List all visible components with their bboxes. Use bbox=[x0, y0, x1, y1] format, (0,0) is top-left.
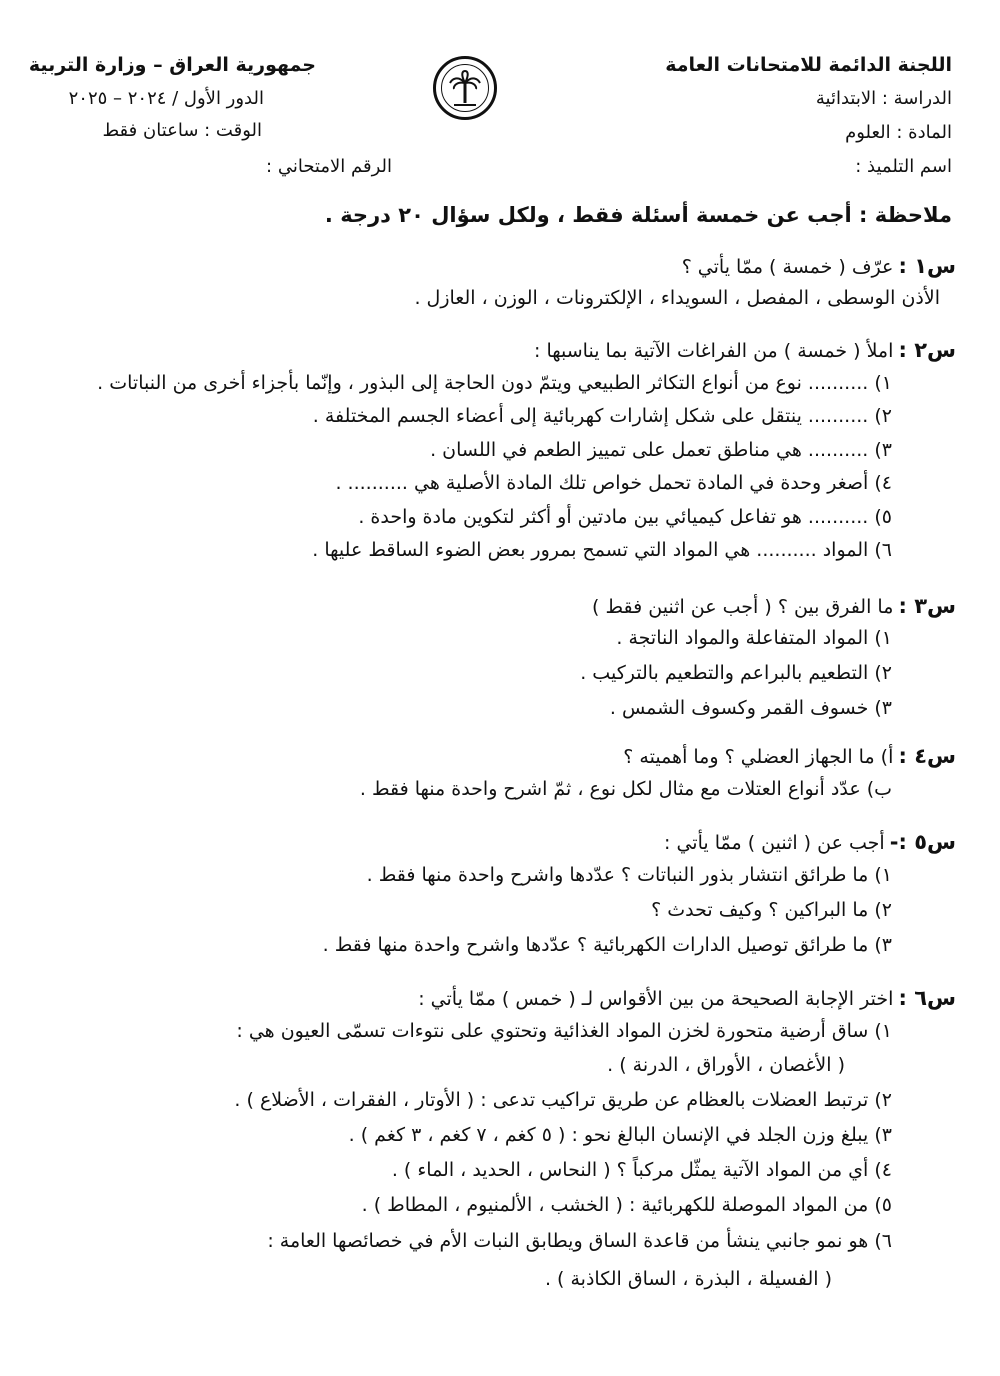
study-level: الدراسة : الابتدائية bbox=[815, 88, 952, 109]
question-6-choices: ( الأغصان ، الأوراق ، الدرنة ) . bbox=[607, 1054, 845, 1076]
exam-round: الدور الأول / ٢٠٢٤ – ٢٠٢٥ bbox=[68, 88, 264, 109]
question-3-item: ٣) خسوف القمر وكسوف الشمس . bbox=[609, 697, 892, 719]
question-5-item: ٢) ما البراكين ؟ وكيف تحدث ؟ bbox=[651, 899, 892, 921]
question-4-part-b: ب) عدّد أنواع العتلات مع مثال لكل نوع ، ثمّ اشرح واحدة منها فقط . bbox=[359, 778, 892, 800]
question-6-item: ٦) هو نمو جانبي ينشأ من قاعدة الساق ويطابق النبات الأم في خصائصها العامة : bbox=[267, 1230, 892, 1252]
question-2-item: ١) .......... نوع من أنواع التكاثر الطبيعي ويتمّ دون الحاجة إلى البذور ، وإنّما بأجزاء أخرى من النباتات . bbox=[97, 372, 892, 394]
question-6-choices: ( الفسيلة ، البذرة ، الساق الكاذبة ) . bbox=[544, 1268, 832, 1290]
seal-emblem bbox=[433, 56, 497, 120]
question-1-label: س١ : bbox=[898, 254, 956, 278]
question-4 bbox=[623, 744, 956, 768]
exam-time: الوقت : ساعتان فقط bbox=[102, 120, 262, 141]
question-6-item: ٥) من المواد الموصلة للكهربائية : ( الخشب ، الألمنيوم ، المطاط ) . bbox=[361, 1194, 892, 1216]
question-3-item: ٢) التطعيم بالبراعم والتطعيم بالتركيب . bbox=[580, 662, 892, 684]
student-name-label: اسم التلميذ : bbox=[855, 156, 952, 177]
committee-title: اللجنة الدائمة للامتحانات العامة bbox=[665, 54, 952, 76]
question-4-part-a: أ) ما الجهاز العضلي ؟ وما أهميته ؟ bbox=[623, 746, 894, 768]
exam-note: ملاحظة : أجب عن خمسة أسئلة فقط ، ولكل سؤال ٢٠ درجة . bbox=[324, 203, 952, 227]
subject-line: المادة : العلوم bbox=[845, 122, 952, 143]
question-5-prompt: أجب عن ( اثنين ) ممّا يأتي : bbox=[664, 832, 885, 854]
question-5 bbox=[664, 830, 956, 854]
exam-number-label: الرقم الامتحاني : bbox=[266, 156, 392, 177]
question-5-label: س٥ :- bbox=[889, 830, 956, 854]
question-6-label: س٦ : bbox=[898, 986, 956, 1010]
question-1-prompt: عرّف ( خمسة ) ممّا يأتي ؟ bbox=[681, 256, 894, 278]
palm-tree-icon bbox=[448, 69, 482, 109]
question-3 bbox=[592, 594, 956, 618]
question-6-item: ٢) ترتبط العضلات بالعظام عن طريق تراكيب تدعى : ( الأوتار ، الفقرات ، الأضلاع ) . bbox=[234, 1089, 892, 1111]
question-2-prompt: املأ ( خمسة ) من الفراغات الآتية بما يناسبها : bbox=[534, 340, 894, 362]
question-5-item: ٣) ما طرائق توصيل الدارات الكهربائية ؟ عدّدها واشرح واحدة منها فقط . bbox=[322, 934, 892, 956]
question-2-item: ٢) .......... ينتقل على شكل إشارات كهربائية إلى أعضاء الجسم المختلفة . bbox=[312, 405, 892, 427]
question-2 bbox=[534, 338, 956, 362]
question-6-item: ٣) يبلغ وزن الجلد في الإنسان البالغ نحو : ( ٥ كغم ، ٧ كغم ، ٣ كغم ) . bbox=[348, 1124, 892, 1146]
question-1-terms: الأذن الوسطى ، المفصل ، السويداء ، الإلكترونات ، الوزن ، العازل . bbox=[414, 287, 940, 309]
question-3-label: س٣ : bbox=[898, 594, 956, 618]
question-6-item: ١) ساق أرضية متحورة لخزن المواد الغذائية وتحتوي على نتوءات تسمّى العيون هي : bbox=[236, 1020, 892, 1042]
question-2-item: ٤) أصغر وحدة في المادة تحمل خواص تلك المادة الأصلية هي .......... . bbox=[335, 472, 892, 494]
question-1 bbox=[682, 254, 956, 278]
question-5-item: ١) ما طرائق انتشار بذور النباتات ؟ عدّدها واشرح واحدة منها فقط . bbox=[366, 864, 892, 886]
question-3-prompt: ما الفرق بين ؟ ( أجب عن اثنين فقط ) bbox=[592, 596, 894, 618]
question-6-prompt: اختر الإجابة الصحيحة من بين الأقواس لـ ( خمس ) ممّا يأتي : bbox=[418, 988, 894, 1010]
question-2-label: س٢ : bbox=[898, 338, 956, 362]
question-2-item: ٣) .......... هي مناطق تعمل على تمييز الطعم في اللسان . bbox=[430, 439, 892, 461]
question-6-item: ٤) أي من المواد الآتية يمثّل مركباً ؟ ( النحاس ، الحديد ، الماء ) . bbox=[391, 1159, 892, 1181]
question-6 bbox=[418, 986, 956, 1010]
question-4-label: س٤ : bbox=[898, 744, 956, 768]
question-2-item: ٥) .......... هو تفاعل كيميائي بين مادتين أو أكثر لتكوين مادة واحدة . bbox=[358, 506, 892, 528]
question-3-item: ١) المواد المتفاعلة والمواد الناتجة . bbox=[616, 627, 892, 649]
ministry-title: جمهورية العراق – وزارة التربية bbox=[28, 54, 316, 76]
question-2-item: ٦) المواد .......... هي المواد التي تسمح بمرور بعض الضوء الساقط عليها . bbox=[312, 539, 892, 561]
